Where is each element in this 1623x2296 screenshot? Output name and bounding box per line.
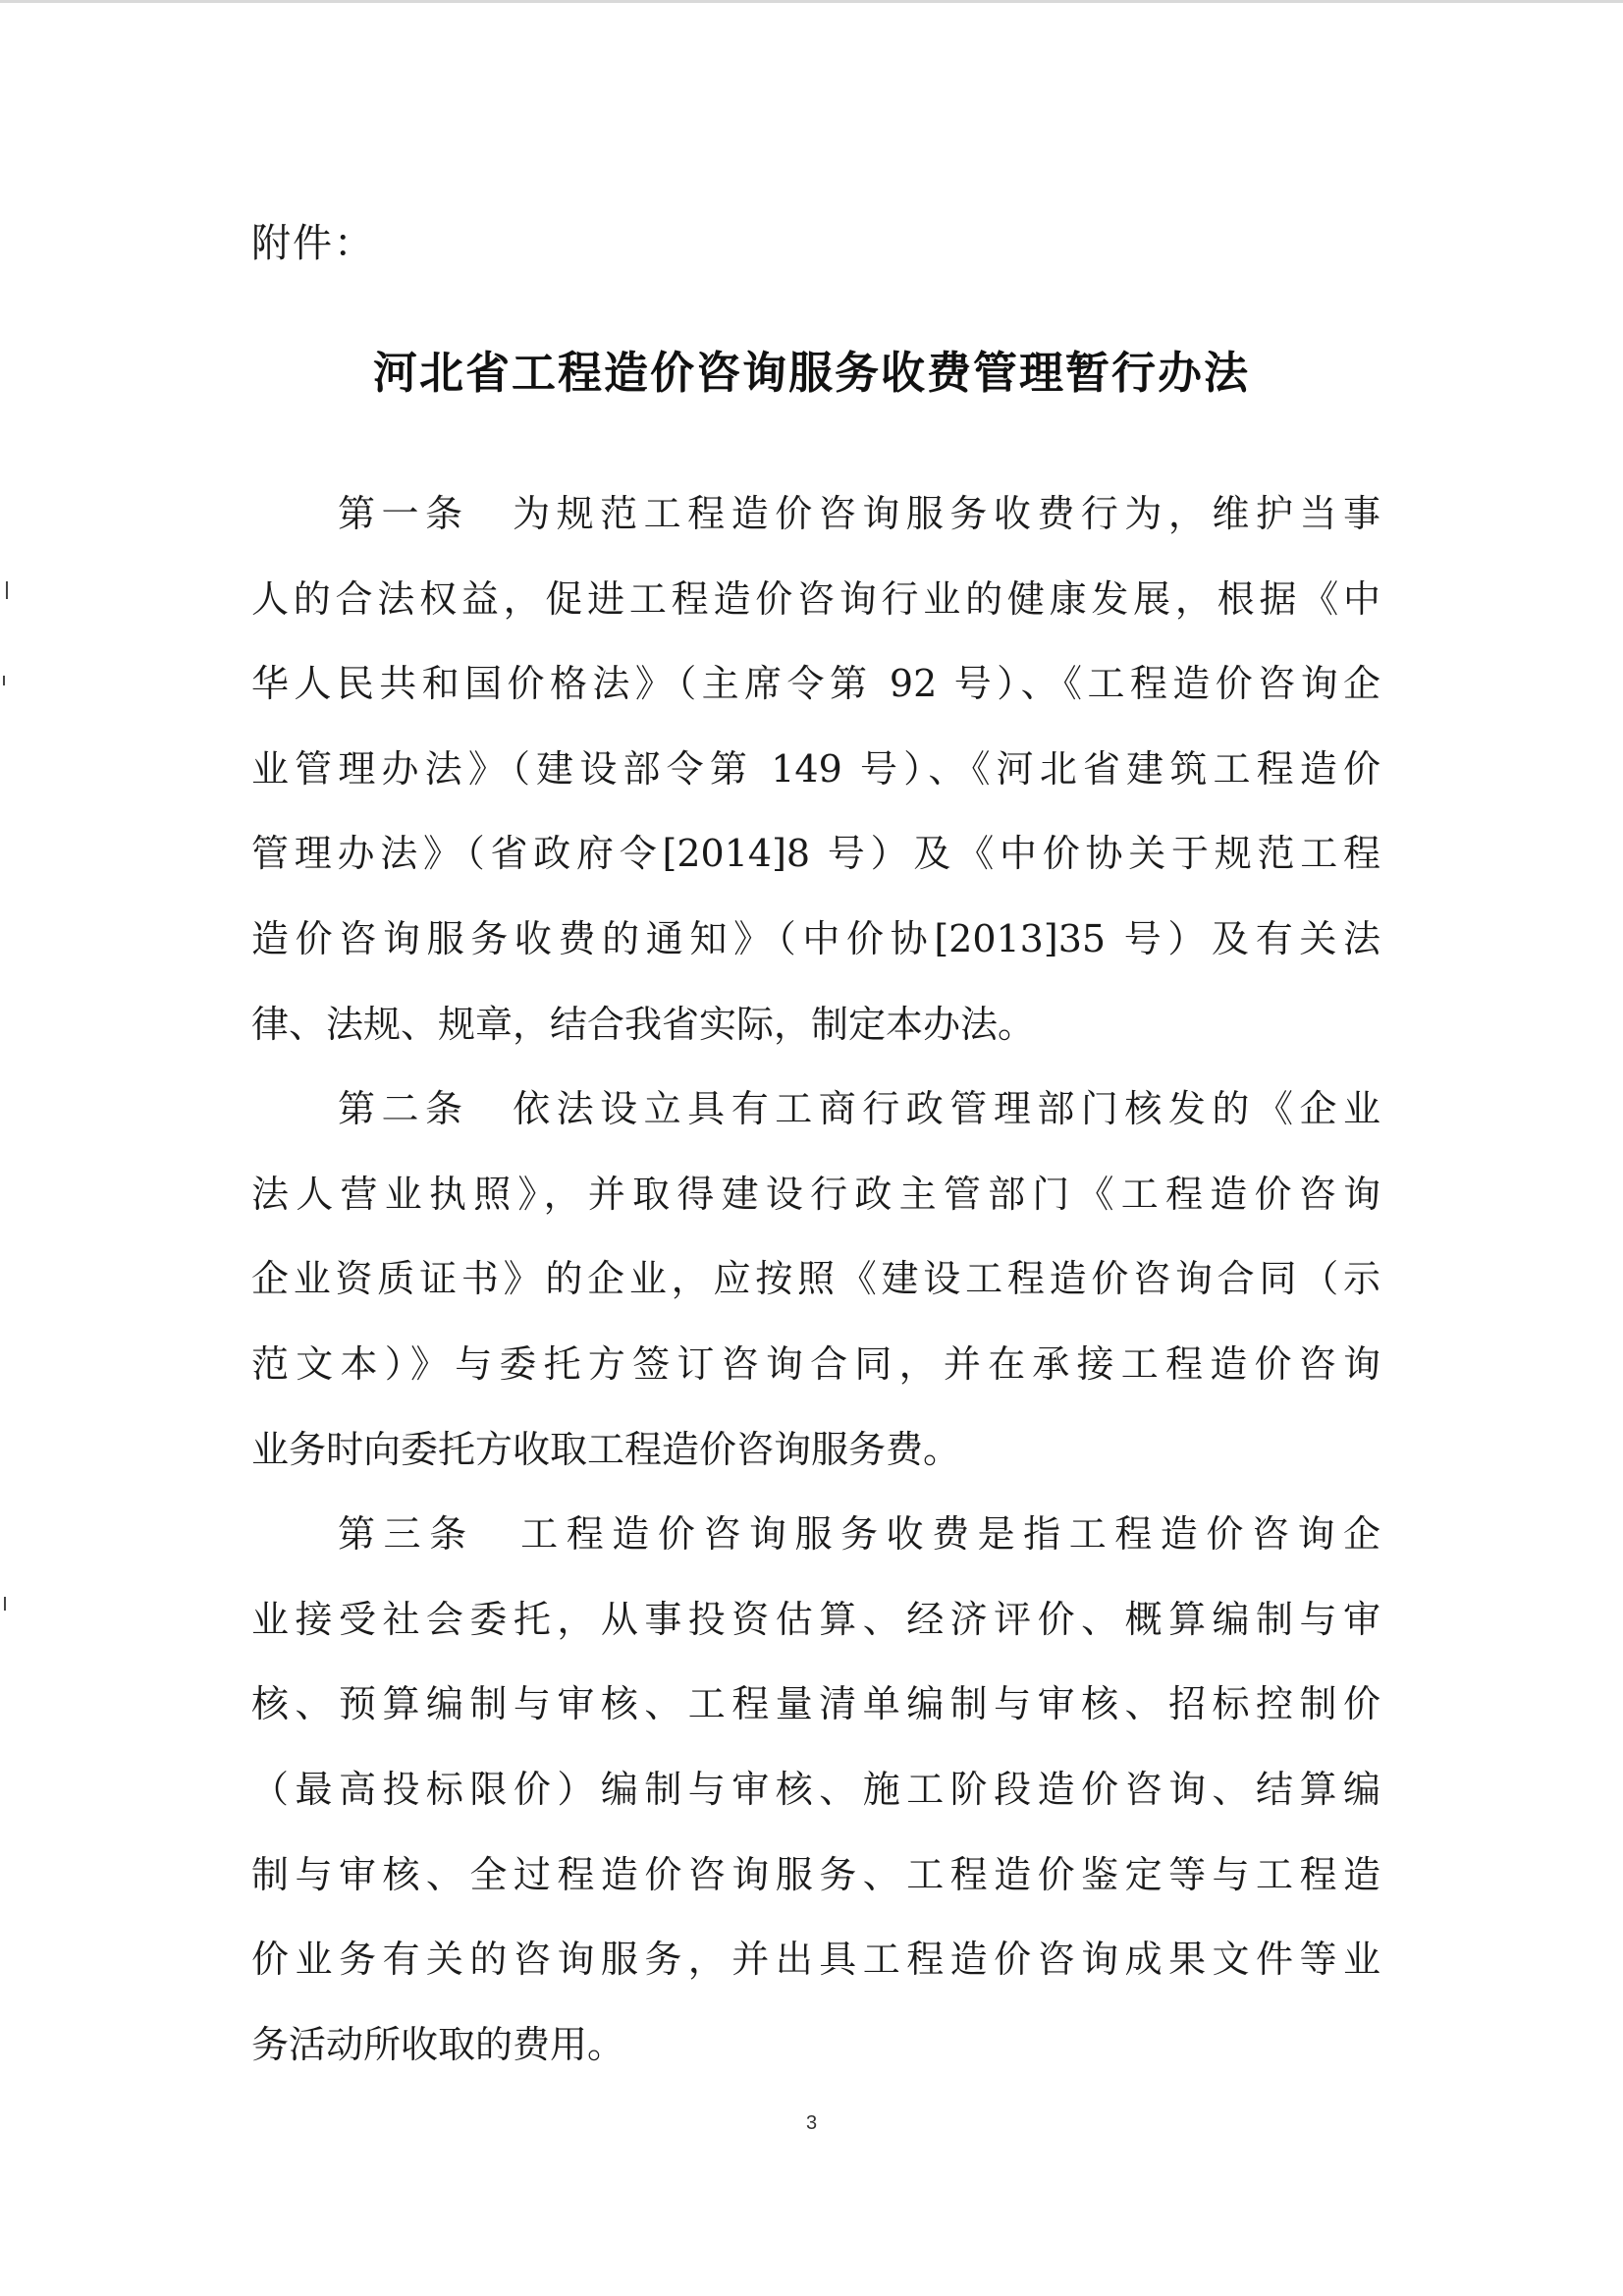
article-2-line: 范文本）》与委托方签订咨询合同，并在承接工程造价咨询 xyxy=(251,1341,1380,1386)
attachment-label: 附件： xyxy=(251,221,375,266)
article-3-line: 价业务有关的咨询服务，并出具工程造价咨询成果文件等业 xyxy=(251,1938,1380,1982)
scan-mark xyxy=(3,676,5,685)
article-2-line: 第二条 依法设立具有工商行政管理部门核发的《企业 xyxy=(338,1087,1380,1131)
article-1-line: 业管理办法》（建设部令第 149 号）、《河北省建筑工程造价 xyxy=(251,746,1380,791)
article-3-line: 制与审核、全过程造价咨询服务、工程造价鉴定等与工程造 xyxy=(251,1852,1380,1896)
article-1-line: 华人民共和国价格法》（主席令第 92 号）、《工程造价咨询企 xyxy=(251,662,1380,706)
article-2-line: 法人营业执照》，并取得建设行政主管部门《工程造价咨询 xyxy=(251,1172,1380,1216)
article-2-line: 业务时向委托方收取工程造价咨询服务费。 xyxy=(251,1427,961,1471)
article-1-line: 律、法规、规章，结合我省实际，制定本办法。 xyxy=(251,1002,1036,1046)
page-number: 3 xyxy=(805,2112,818,2134)
document-body xyxy=(251,471,1380,2087)
scan-edge xyxy=(0,0,1623,3)
article-1-line: 造价咨询服务收费的通知》（中价协[2013]35 号）及有关法 xyxy=(251,916,1380,960)
scan-mark xyxy=(6,581,8,599)
document-title: 河北省工程造价咨询服务收费管理暂行办法 xyxy=(372,347,1250,399)
article-3-line: 务活动所收取的费用。 xyxy=(251,2022,625,2066)
article-2-line: 企业资质证书》的企业，应按照《建设工程造价咨询合同（示 xyxy=(251,1257,1380,1301)
article-3-line: 业接受社会委托，从事投资估算、经济评价、概算编制与审 xyxy=(251,1597,1380,1641)
article-3-line: 核、预算编制与审核、工程量清单编制与审核、招标控制价 xyxy=(251,1682,1380,1726)
article-1-line: 第一条 为规范工程造价咨询服务收费行为，维护当事 xyxy=(338,492,1380,535)
article-3-line: 第三条 工程造价咨询服务收费是指工程造价咨询企 xyxy=(338,1512,1380,1557)
scan-mark xyxy=(4,1597,6,1611)
article-1-line: 人的合法权益，促进工程造价咨询行业的健康发展，根据《中 xyxy=(251,576,1380,621)
article-1-line: 管理办法》（省政府令[2014]8 号）及《中价协关于规范工程 xyxy=(251,832,1380,876)
article-3-line: （最高投标限价）编制与审核、施工阶段造价咨询、结算编 xyxy=(251,1767,1380,1811)
